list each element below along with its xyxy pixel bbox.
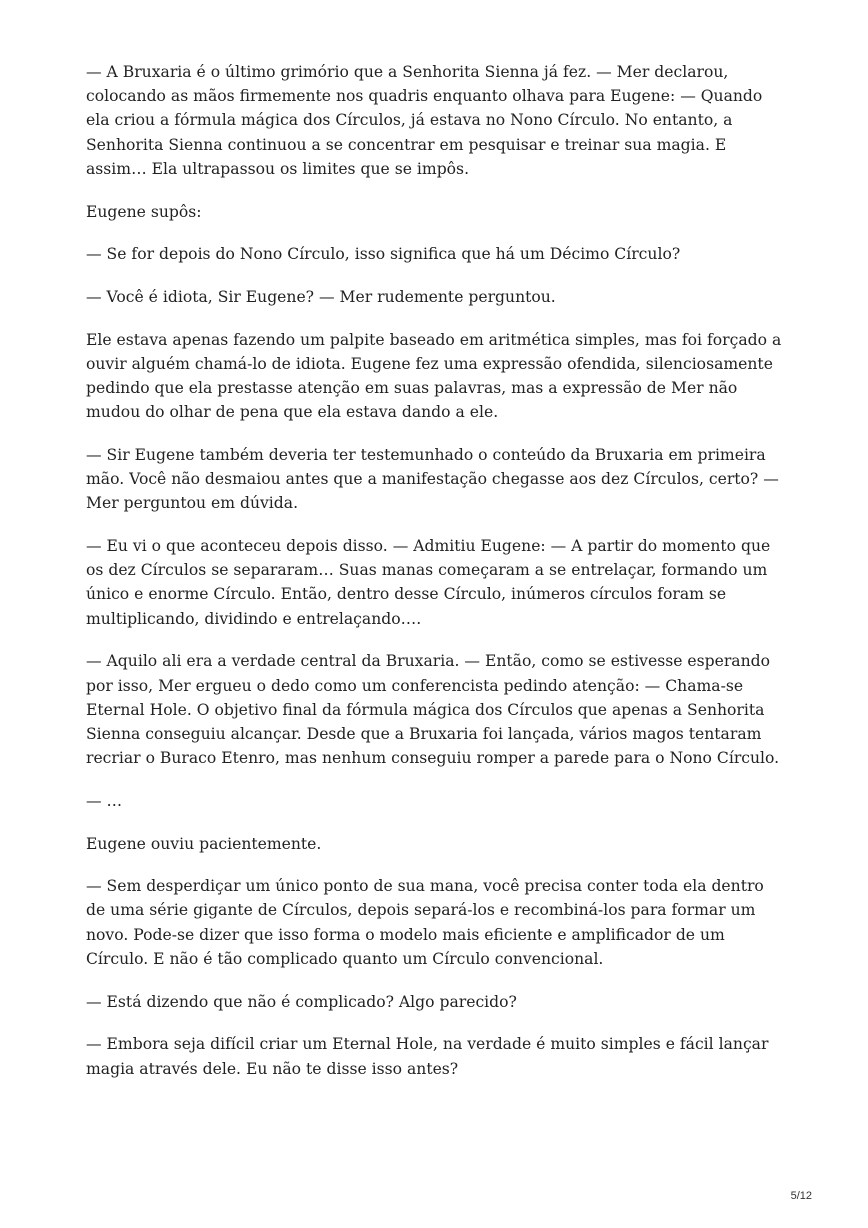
paragraph: — Eu vi o que aconteceu depois disso. — Admitiu Eugene: — A partir do momento que os dez Círculos se separaram… Suas manas começaram a se entrelaçar, formando um único e enorme Círculo. Então, dentro desse Círculo, inúmeros círculos foram se multiplicando, dividindo e entrelaçando…. — [86, 537, 771, 628]
paragraph: — Embora seja difícil criar um Eternal Hole, na verdade é muito simples e fácil lançar magia através dele. Eu não te disse isso antes? — [86, 1035, 769, 1078]
page-number: 5/12 — [790, 1190, 812, 1202]
document-body — [86, 60, 786, 1099]
paragraph: — Sir Eugene também deveria ter testemunhado o conteúdo da Bruxaria em primeira mão. Você não desmaiou antes que a manifestação chegasse aos dez Círculos, certo? — Mer perguntou em dúvida. — [86, 445, 779, 513]
paragraph: — Está dizendo que não é complicado? Algo parecido? — [86, 992, 517, 1011]
paragraph: Eugene supôs: — [86, 202, 202, 221]
paragraph: — A Bruxaria é o último grimório que a Senhorita Sienna já fez. — Mer declarou, colocando as mãos firmemente nos quadris enquanto olhava para Eugene: — Quando ela criou a fórmula mágica dos Círculos, já estava no Nono Círculo. No entanto, a Senhorita Sienna continuou a se concentrar em pesquisar e treinar sua magia. E assim… Ela ultrapassou os limites que se impôs. — [86, 63, 763, 178]
paragraph: — Sem desperdiçar um único ponto de sua mana, você precisa conter toda ela dentro de uma série gigante de Círculos, depois separá-los e recombiná-los para formar um novo. Pode-se dizer que isso forma o modelo mais eficiente e amplificador de um Círculo. E não é tão complicado quanto um Círculo convencional. — [86, 877, 764, 968]
paragraph: — … — [86, 791, 123, 810]
paragraph: — Se for depois do Nono Círculo, isso significa que há um Décimo Círculo? — [86, 245, 681, 264]
paragraph: Eugene ouviu pacientemente. — [86, 834, 322, 853]
paragraph: — Aquilo ali era a verdade central da Bruxaria. — Então, como se estivesse esperando por isso, Mer ergueu o dedo como um conferencista pedindo atenção: — Chama-se Eternal Hole. O objetivo final da fórmula mágica dos Círculos que apenas a Senhorita Sienna conseguiu alcançar. Desde que a Bruxaria foi lançada, vários magos tentaram recriar o Buraco Etenro, mas nenhum conseguiu romper a parede para o Nono Círculo. — [86, 652, 780, 768]
paragraph: — Você é idiota, Sir Eugene? — Mer rudemente perguntou. — [86, 287, 556, 306]
paragraph: Ele estava apenas fazendo um palpite baseado em aritmética simples, mas foi forçado a ouvir alguém chamá-lo de idiota. Eugene fez uma expressão ofendida, silenciosamente pedindo que ela prestasse atenção em suas palavras, mas a expressão de Mer não mudou do olhar de pena que ela estava dando a ele. — [86, 330, 782, 422]
